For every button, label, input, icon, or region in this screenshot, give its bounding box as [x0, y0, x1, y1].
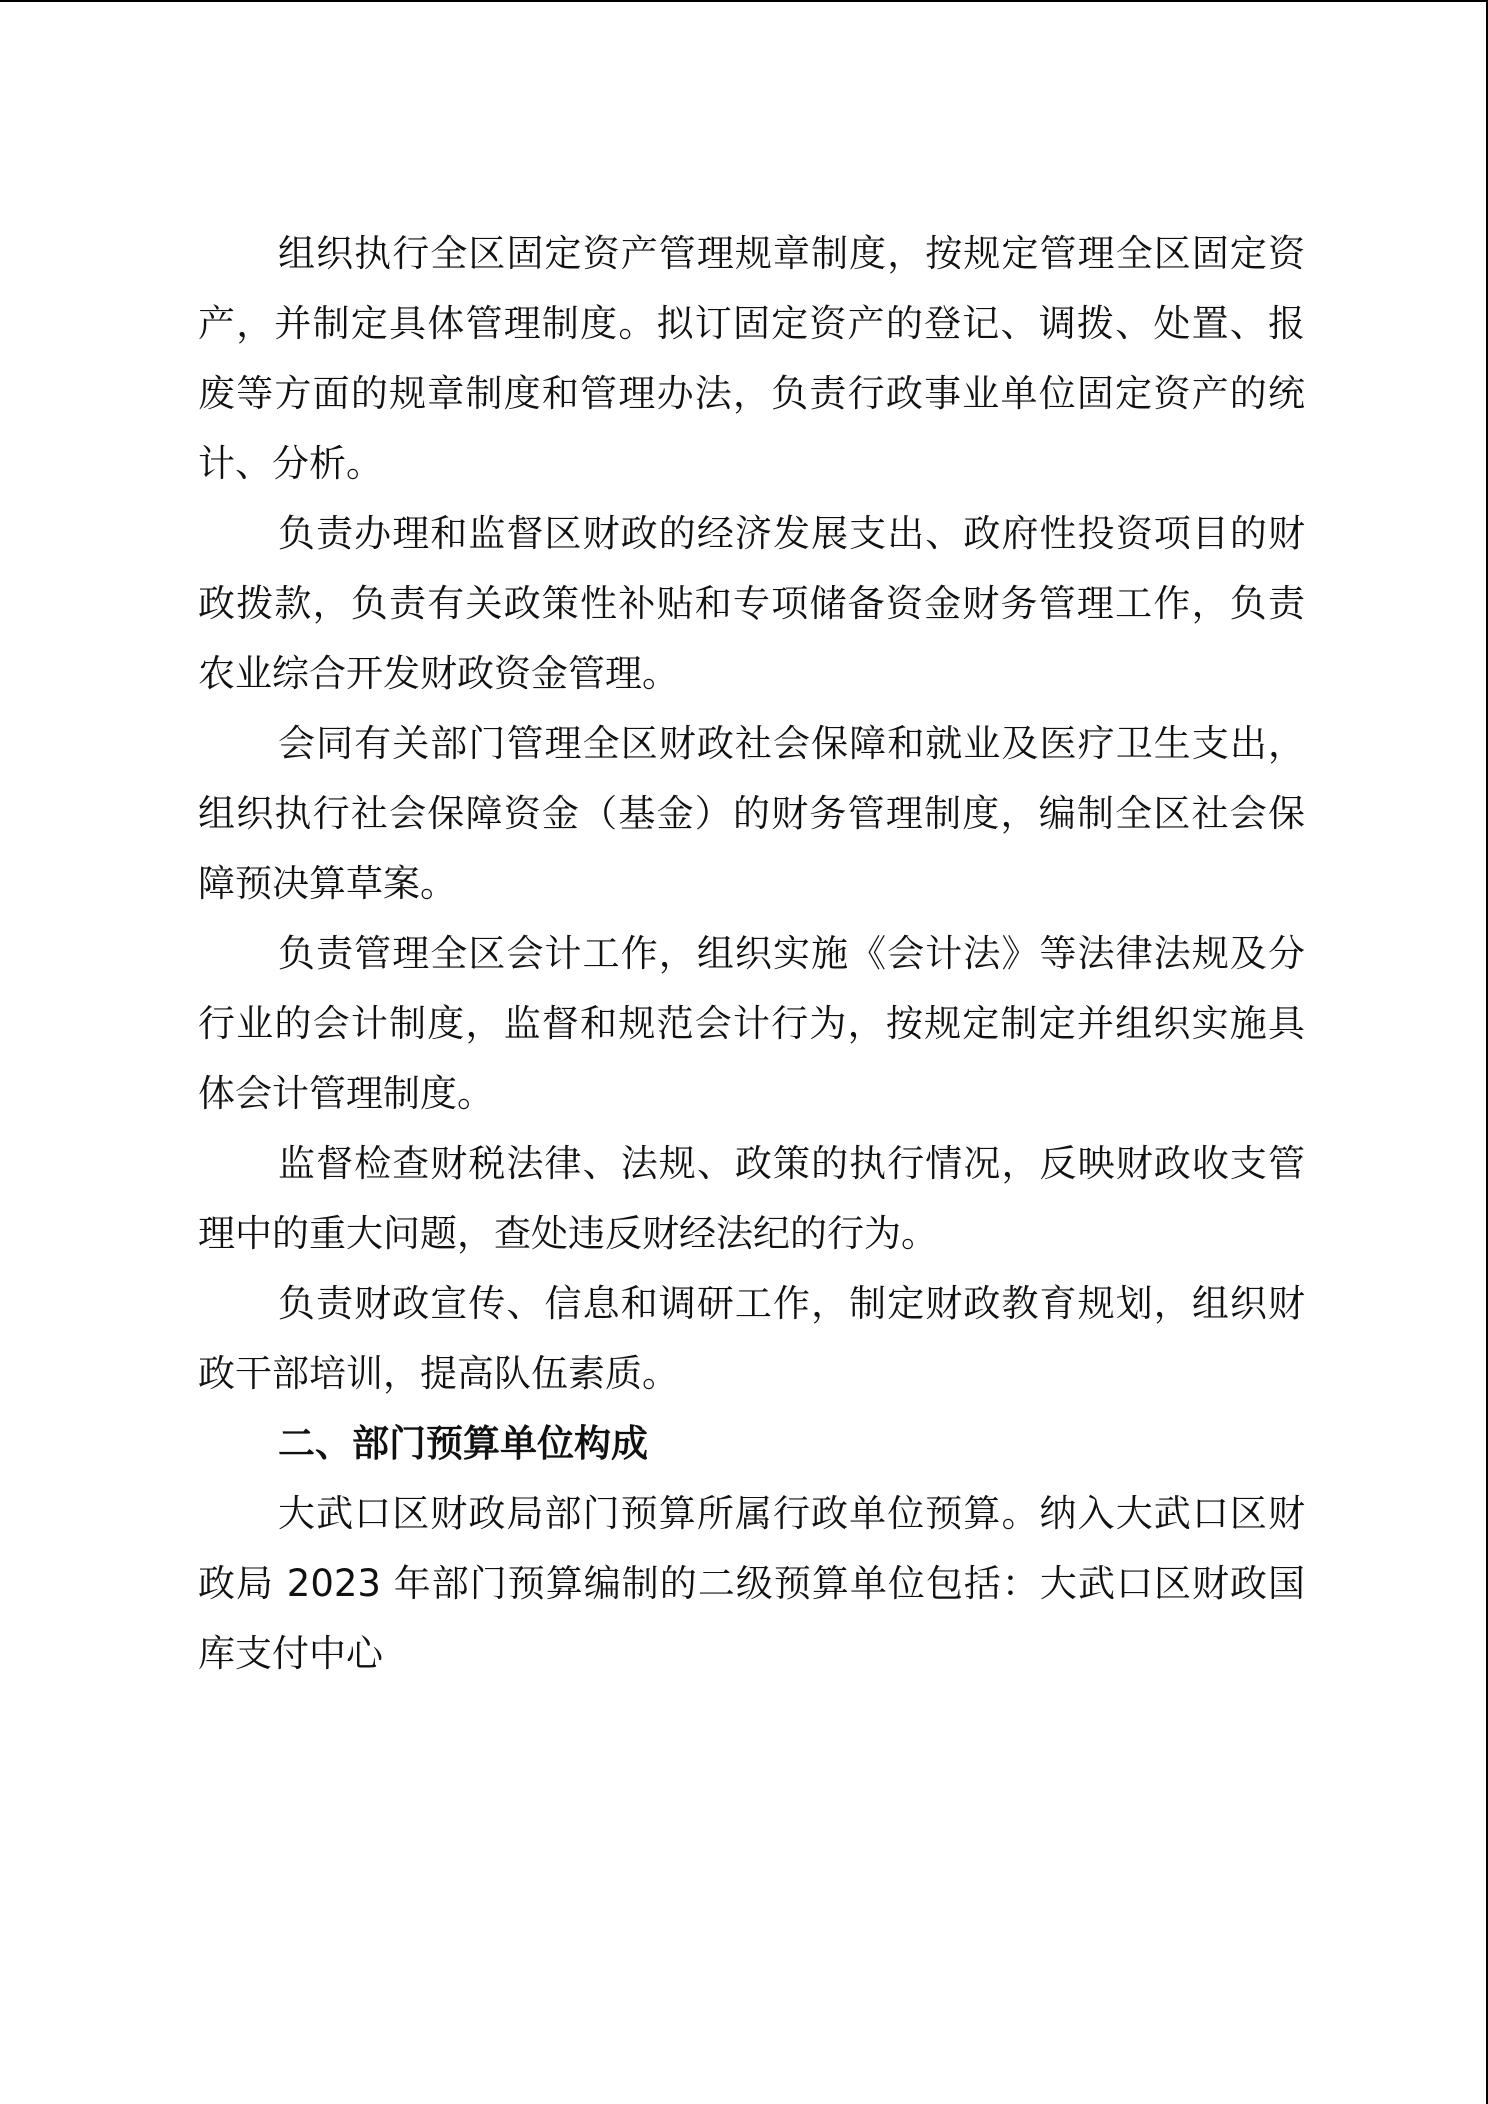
document-body [198, 219, 1305, 1689]
paragraph-supervision: 监督检查财税法律、法规、政策的执行情况，反映财政收支管理中的重大问题，查处违反财经法纪的行为。 [198, 1142, 1305, 1255]
paragraph-economic-development: 负责办理和监督区财政的经济发展支出、政府性投资项目的财政拨款，负责有关政策性补贴和专项储备资金财务管理工作，负责农业综合开发财政资金管理。 [198, 512, 1305, 695]
paragraph-accounting: 负责管理全区会计工作，组织实施《会计法》等法律法规及分行业的会计制度，监督和规范会计行为，按规定制定并组织实施具体会计管理制度。 [198, 932, 1305, 1115]
paragraph-social-security: 会同有关部门管理全区财政社会保障和就业及医疗卫生支出，组织执行社会保障资金（基金）的财务管理制度，编制全区社会保障预决算草案。 [198, 722, 1305, 905]
section-heading: 二、部门预算单位构成 [278, 1422, 648, 1465]
paragraph-publicity-training: 负责财政宣传、信息和调研工作，制定财政教育规划，组织财政干部培训，提高队伍素质。 [198, 1282, 1305, 1395]
paragraph-budget-units: 大武口区财政局部门预算所属行政单位预算。纳入大武口区财政局 2023 年部门预算编制的二级预算单位包括：大武口区财政国库支付中心 [198, 1492, 1305, 1675]
paragraph-fixed-assets: 组织执行全区固定资产管理规章制度，按规定管理全区固定资产，并制定具体管理制度。拟订固定资产的登记、调拨、处置、报废等方面的规章制度和管理办法，负责行政事业单位固定资产的统计、分析。 [198, 232, 1305, 485]
